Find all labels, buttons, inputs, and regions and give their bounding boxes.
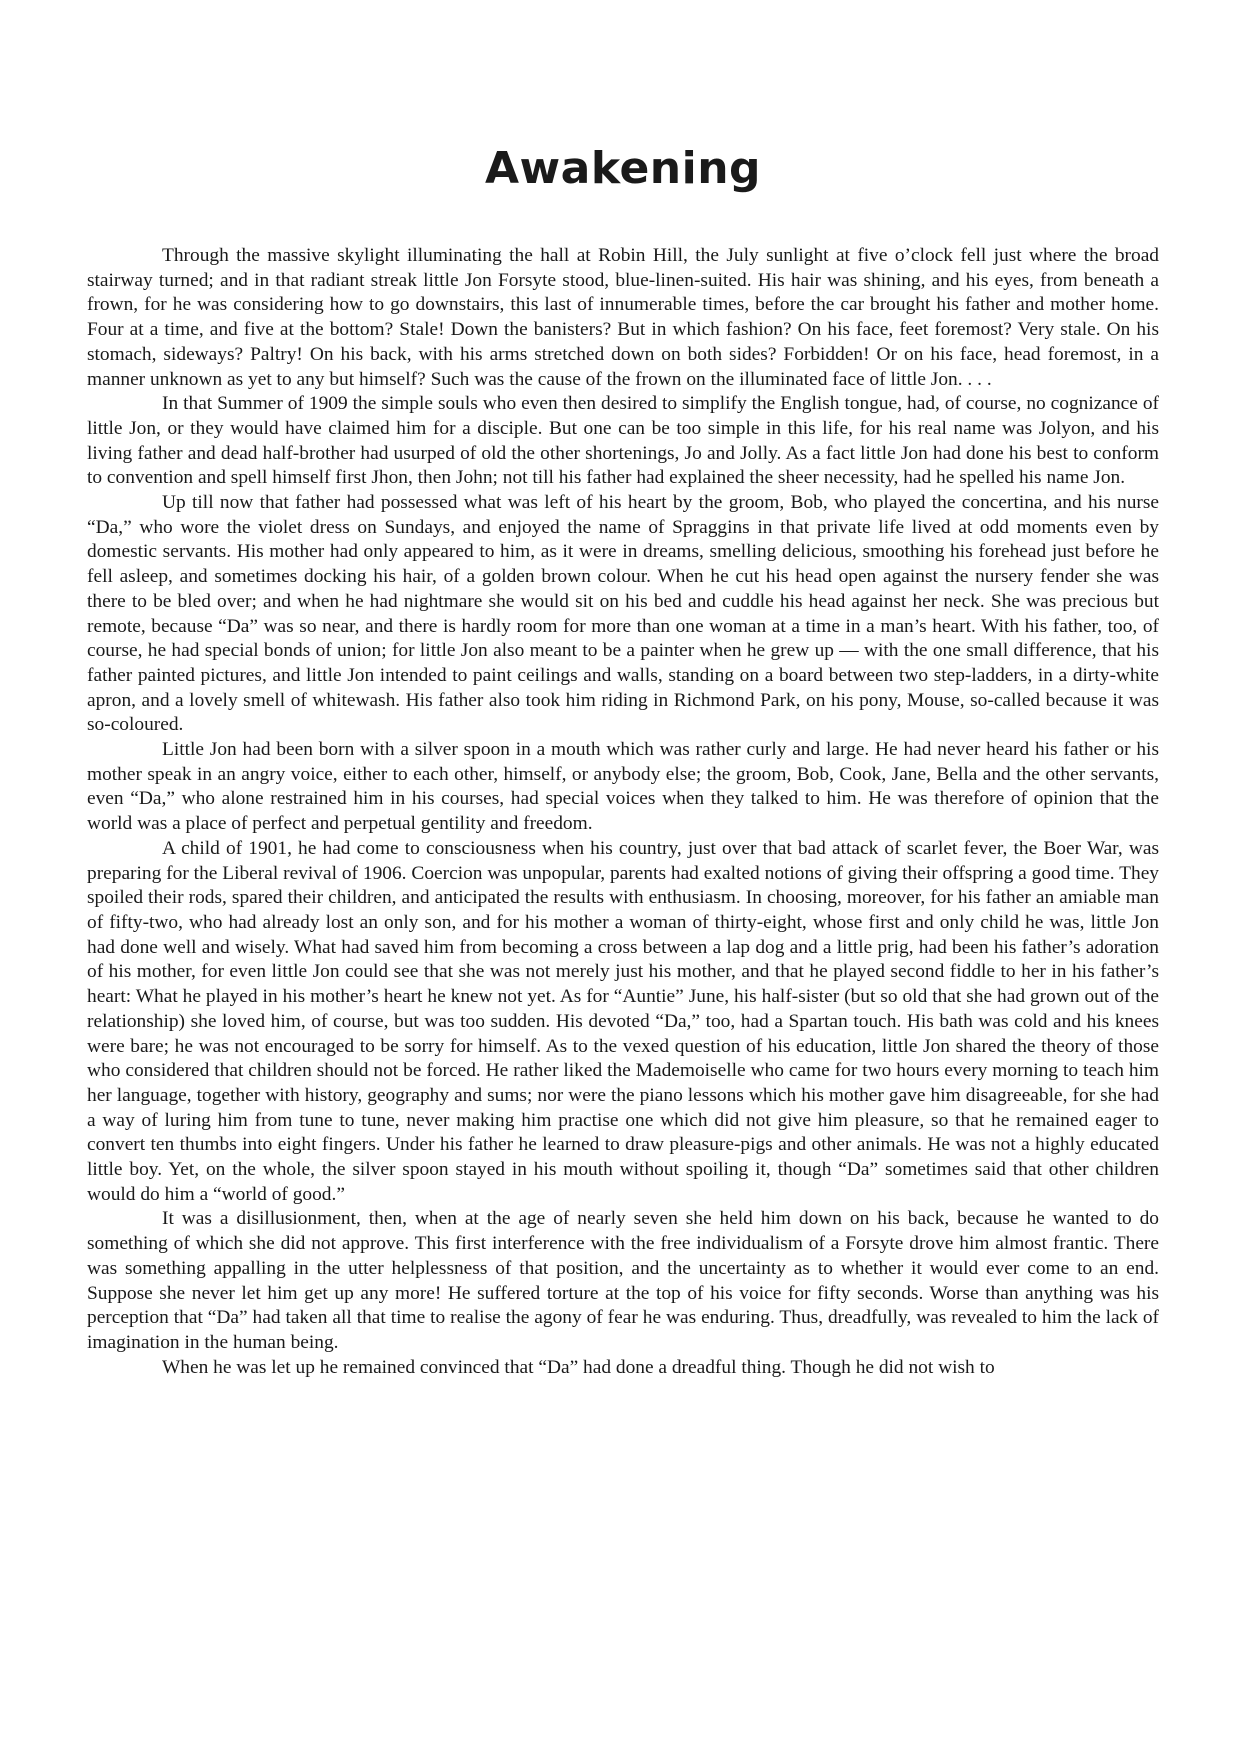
book-page: [87, 0, 1159, 1755]
paragraph: In that Summer of 1909 the simple souls who even then desired to simplify the English tongue, had, of course, no cognizance of little Jon, or they would have claimed him for a disciple. But one can be too simple in this life, for his real name was Jolyon, and his living father and dead half-brother had usurped of old the other shortenings, Jo and Jolly. As a fact little Jon had done his best to conform to convention and spell himself first Jhon, then John; not till his father had explained the sheer necessity, had he spelled his name Jon.: [87, 393, 1159, 489]
chapter-title: Awakening: [484, 143, 762, 194]
paragraph: Little Jon had been born with a silver spoon in a mouth which was rather curly and large. He had never heard his father or his mother speak in an angry voice, either to each other, himself, or anybody else; the groom, Bob, Cook, Jane, Bella and the other servants, even “Da,” who alone restrained him in his courses, had special voices when they talked to him. He was therefore of opinion that the world was a place of perfect and perpetual gentility and freedom.: [87, 739, 1159, 835]
paragraph: It was a disillusionment, then, when at the age of nearly seven she held him down on his back, because he wanted to do something of which she did not approve. This first interference with the free individualism of a Forsyte drove him almost frantic. There was something appalling in the utter helplessness of that position, and the uncertainty as to whether it would ever come to an end. Suppose she never let him get up any more! He suffered torture at the top of his voice for fifty seconds. Worse than anything was his perception that “Da” had taken all that time to realise the agony of fear he was enduring. Thus, dreadfully, was revealed to him the lack of imagination in the human being.: [87, 1208, 1159, 1353]
paragraph: When he was let up he remained convinced that “Da” had done a dreadful thing. Though he did not wish to: [162, 1356, 995, 1378]
chapter-body: [87, 244, 1159, 1380]
paragraph: Through the massive skylight illuminating the hall at Robin Hill, the July sunlight at five o’clock fell just where the broad stairway turned; and in that radiant streak little Jon Forsyte stood, blue-linen-suited. His hair was shining, and his eyes, from beneath a frown, for he was considering how to go downstairs, this last of innumerable times, before the car brought his father and mother home. Four at a time, and five at the bottom? Stale! Down the banisters? But in which fashion? On his face, feet foremost? Very stale. On his stomach, sideways? Paltry! On his back, with his arms stretched down on both sides? Forbidden! Or on his face, head foremost, in a manner unknown as yet to any but himself? Such was the cause of the frown on the illuminated face of little Jon. . . .: [87, 245, 1159, 390]
paragraph: Up till now that father had possessed what was left of his heart by the groom, Bob, who played the concertina, and his nurse “Da,” who wore the violet dress on Sundays, and enjoyed the name of Spraggins in that private life lived at odd moments even by domestic servants. His mother had only appeared to him, as it were in dreams, smelling delicious, smoothing his forehead just before he fell asleep, and sometimes docking his hair, of a golden brown colour. When he cut his head open against the nursery fender she was there to be bled over; and when he had nightmare she would sit on his bed and cuddle his head against her neck. She was precious but remote, because “Da” was so near, and there is hardly room for more than one woman at a time in a man’s heart. With his father, too, of course, he had special bonds of union; for little Jon also meant to be a painter when he grew up — with the one small difference, that his father painted pictures, and little Jon intended to paint ceilings and walls, standing on a board between two step-ladders, in a dirty-white apron, and a lovely smell of whitewash. His father also took him riding in Richmond Park, on his pony, Mouse, so-called because it was so-coloured.: [87, 492, 1159, 736]
paragraph: A child of 1901, he had come to consciousness when his country, just over that bad attack of scarlet fever, the Boer War, was preparing for the Liberal revival of 1906. Coercion was unpopular, parents had exalted notions of giving their offspring a good time. They spoiled their rods, spared their children, and anticipated the results with enthusiasm. In choosing, moreover, for his father an amiable man of fifty-two, who had already lost an only son, and for his mother a woman of thirty-eight, whose first and only child he was, little Jon had done well and wisely. What had saved him from becoming a cross between a lap dog and a little prig, had been his father’s adoration of his mother, for even little Jon could see that she was not merely just his mother, and that he played second fiddle to her in his father’s heart: What he played in his mother’s heart he knew not yet. As for “Auntie” June, his half-sister (but so old that she had grown out of the relationship) she loved him, of course, but was too sudden. His devoted “Da,” too, had a Spartan touch. His bath was cold and his knees were bare; he was not encouraged to be sorry for himself. As to the vexed question of his education, little Jon shared the theory of those who considered that children should not be forced. He rather liked the Mademoiselle who came for two hours every morning to teach him her language, together with history, geography and sums; nor were the piano lessons which his mother gave him disagreeable, for she had a way of luring him from tune to tune, never making him practise one which did not give him pleasure, so that he remained eager to convert ten thumbs into eight fingers. Under his father he learned to draw pleasure-pigs and other animals. He was not a highly educated little boy. Yet, on the whole, the silver spoon stayed in his mouth without spoiling it, though “Da” sometimes said that other children would do him a “world of good.”: [87, 837, 1159, 1205]
